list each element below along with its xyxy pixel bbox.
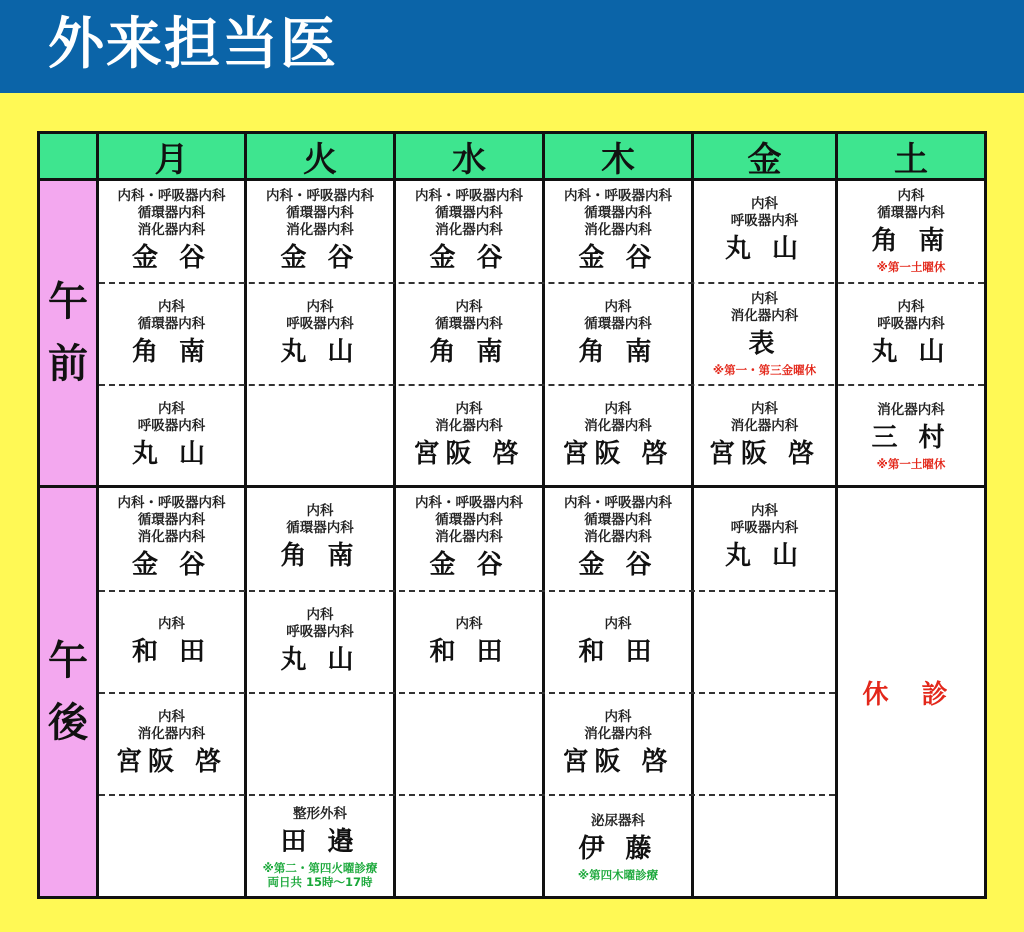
slot-am-thu-1 xyxy=(545,183,691,279)
slot-am-fri-1 xyxy=(694,183,835,279)
slot-pm-tue-1 xyxy=(247,490,393,586)
dept-label: 内科 xyxy=(158,401,185,417)
dept-label: 循環器内科 xyxy=(584,511,652,528)
dept-label: 循環器内科 xyxy=(435,204,503,221)
day-header-tue: 火 xyxy=(247,134,393,178)
doctor-name: 角 南 xyxy=(280,541,360,571)
slot-pm-thu-2 xyxy=(545,595,691,689)
day-header-sat: 土 xyxy=(838,134,984,178)
schedule-note: ※第一土曜休 xyxy=(876,456,946,471)
dept-label: 内科 xyxy=(751,196,778,212)
dept-label: 内科 xyxy=(158,299,185,315)
schedule-table xyxy=(37,131,987,899)
dept-label: 内科・呼吸器内科 xyxy=(117,494,226,511)
doctor-name: 丸 山 xyxy=(131,439,212,469)
slot-am-mon-2 xyxy=(99,287,244,381)
dept-label: 消化器内科 xyxy=(435,418,503,434)
doctor-name: 和 田 xyxy=(429,636,509,667)
row-divider xyxy=(99,794,835,796)
slot-am-mon-1 xyxy=(99,183,244,279)
dept-label: 循環器内科 xyxy=(137,204,206,221)
row-divider xyxy=(99,282,984,284)
doctor-name: 和 田 xyxy=(131,636,212,667)
doctor-name: 金 谷 xyxy=(429,242,509,273)
doctor-name: 田 邉 xyxy=(280,826,360,857)
dept-label: 内科 xyxy=(897,188,925,204)
slot-am-sat-3 xyxy=(838,389,984,483)
row-divider xyxy=(99,384,984,386)
dept-label: 内科 xyxy=(455,299,483,315)
dept-label: 内科 xyxy=(897,299,925,315)
slot-pm-wed-2 xyxy=(396,595,542,689)
dept-label: 消化器内科 xyxy=(435,528,503,545)
schedule-note: ※第四木曜診療 xyxy=(577,867,659,882)
slot-am-fri-3 xyxy=(694,389,835,483)
dept-label: 内科 xyxy=(455,615,483,632)
dept-label: 循環器内科 xyxy=(877,205,945,221)
doctor-name: 和 田 xyxy=(578,636,658,667)
row-divider xyxy=(99,590,835,592)
slot-am-thu-2 xyxy=(545,287,691,381)
dept-label: 消化器内科 xyxy=(584,418,652,434)
doctor-name: 角 南 xyxy=(131,337,212,367)
slot-am-wed-3 xyxy=(396,389,542,483)
day-header-wed: 水 xyxy=(396,134,542,178)
dept-label: 循環器内科 xyxy=(286,520,354,536)
dept-label: 泌尿器科 xyxy=(591,812,645,829)
doctor-name: 表 xyxy=(748,329,781,359)
doctor-name: 丸 山 xyxy=(724,541,805,571)
dept-label: 内科 xyxy=(604,709,632,725)
slot-am-wed-2 xyxy=(396,287,542,381)
dept-label: 循環器内科 xyxy=(286,204,354,221)
schedule-note: 両日共 15時〜17時 xyxy=(267,874,373,889)
dept-label: 消化器内科 xyxy=(435,221,503,238)
doctor-name: 丸 山 xyxy=(724,234,805,264)
slot-am-thu-3 xyxy=(545,389,691,483)
doctor-name: 金 谷 xyxy=(429,549,509,580)
doctor-name: 三 村 xyxy=(871,422,951,453)
dept-label: 消化器内科 xyxy=(584,726,652,742)
doctor-name: 伊 藤 xyxy=(578,833,658,864)
dept-label: 呼吸器内科 xyxy=(137,418,206,434)
slot-am-wed-1 xyxy=(396,183,542,279)
schedule-note: ※第一土曜休 xyxy=(876,260,946,274)
slot-am-tue-2 xyxy=(247,287,393,381)
slot-pm-thu-4 xyxy=(545,799,691,895)
period-am-char-2: 前 xyxy=(48,341,88,387)
dept-label: 消化器内科 xyxy=(137,726,206,742)
dept-label: 内科 xyxy=(306,299,334,315)
doctor-name: 宮阪 啓 xyxy=(708,439,821,469)
dept-label: 整形外科 xyxy=(293,805,347,822)
dept-label: 内科・呼吸器内科 xyxy=(415,494,523,511)
day-header-fri: 金 xyxy=(694,134,835,178)
dept-label: 循環器内科 xyxy=(137,316,206,332)
slot-am-sat-2 xyxy=(838,287,984,381)
slot-pm-mon-2 xyxy=(99,595,244,689)
dept-label: 内科 xyxy=(306,503,334,519)
day-header-thu: 木 xyxy=(545,134,691,178)
slot-pm-tue-4 xyxy=(247,799,393,895)
dept-label: 内科 xyxy=(306,607,334,623)
dept-label: 内科・呼吸器内科 xyxy=(564,187,672,204)
dept-label: 内科 xyxy=(455,401,483,417)
slot-pm-tue-2 xyxy=(247,595,393,689)
doctor-name: 宮阪 啓 xyxy=(413,439,525,469)
dept-label: 消化器内科 xyxy=(730,308,799,324)
dept-label: 内科 xyxy=(604,299,632,315)
slot-pm-wed-1 xyxy=(396,490,542,586)
dept-label: 内科 xyxy=(158,615,185,632)
dept-label: 内科 xyxy=(158,709,185,725)
dept-label: 消化器内科 xyxy=(730,418,799,434)
doctor-name: 丸 山 xyxy=(280,337,360,367)
slot-pm-mon-1 xyxy=(99,490,244,586)
slot-am-fri-2 xyxy=(694,287,835,381)
period-am-char-1: 午 xyxy=(48,279,88,325)
dept-label: 内科・呼吸器内科 xyxy=(564,494,672,511)
doctor-name: 角 南 xyxy=(429,337,509,367)
header-banner xyxy=(0,0,1024,93)
dept-label: 呼吸器内科 xyxy=(877,316,945,332)
page-title: 外来担当医 xyxy=(48,12,338,77)
dept-label: 内科 xyxy=(751,503,778,519)
doctor-name: 金 谷 xyxy=(131,242,212,273)
period-am xyxy=(40,181,96,485)
period-pm xyxy=(40,488,96,896)
dept-label: 呼吸器内科 xyxy=(730,213,799,229)
slot-am-sat-1 xyxy=(838,183,984,279)
slot-pm-thu-1 xyxy=(545,490,691,586)
dept-label: 呼吸器内科 xyxy=(286,624,354,640)
doctor-name: 丸 山 xyxy=(871,337,951,367)
doctor-name: 金 谷 xyxy=(578,242,658,273)
dept-label: 消化器内科 xyxy=(584,528,652,545)
dept-label: 循環器内科 xyxy=(137,511,206,528)
dept-label: 消化器内科 xyxy=(137,221,206,238)
dept-label: 内科・呼吸器内科 xyxy=(266,187,374,204)
doctor-name: 宮阪 啓 xyxy=(562,439,674,469)
dept-label: 循環器内科 xyxy=(435,511,503,528)
dept-label: 循環器内科 xyxy=(435,316,503,332)
doctor-name: 角 南 xyxy=(578,337,658,367)
schedule-note: ※第二・第四火曜診療 xyxy=(262,860,378,875)
row-divider xyxy=(99,692,835,694)
dept-label: 消化器内科 xyxy=(137,528,206,545)
dept-label: 内科 xyxy=(751,401,778,417)
dept-label: 内科 xyxy=(604,401,632,417)
doctor-name: 丸 山 xyxy=(280,645,360,675)
period-pm-char-1: 午 xyxy=(48,638,88,684)
dept-label: 呼吸器内科 xyxy=(730,520,799,536)
schedule-note: ※第一・第三金曜休 xyxy=(712,363,817,377)
dept-label: 消化器内科 xyxy=(584,221,652,238)
slot-pm-mon-3 xyxy=(99,697,244,791)
doctor-name: 金 谷 xyxy=(131,549,212,580)
dept-label: 消化器内科 xyxy=(877,401,945,418)
doctor-name: 宮阪 啓 xyxy=(115,747,228,777)
dept-label: 呼吸器内科 xyxy=(286,316,354,332)
doctor-name: 宮阪 啓 xyxy=(562,747,674,777)
slot-am-mon-3 xyxy=(99,389,244,483)
doctor-name: 金 谷 xyxy=(280,242,360,273)
dept-label: 内科・呼吸器内科 xyxy=(117,187,226,204)
day-header-mon: 月 xyxy=(99,134,244,178)
dept-label: 循環器内科 xyxy=(584,204,652,221)
slot-pm-thu-3 xyxy=(545,697,691,791)
slot-am-tue-1 xyxy=(247,183,393,279)
doctor-name: 角 南 xyxy=(871,226,951,256)
period-pm-char-2: 後 xyxy=(48,700,88,746)
dept-label: 消化器内科 xyxy=(286,221,354,238)
dept-label: 内科 xyxy=(751,291,778,307)
dept-label: 内科 xyxy=(604,615,632,632)
closed-label: 休 診 xyxy=(862,679,960,710)
table-corner xyxy=(40,134,96,178)
slot-pm-fri-1 xyxy=(694,490,835,586)
dept-label: 循環器内科 xyxy=(584,316,652,332)
dept-label: 内科・呼吸器内科 xyxy=(415,187,523,204)
pm-column-sat-closed xyxy=(838,488,984,896)
doctor-name: 金 谷 xyxy=(578,549,658,580)
